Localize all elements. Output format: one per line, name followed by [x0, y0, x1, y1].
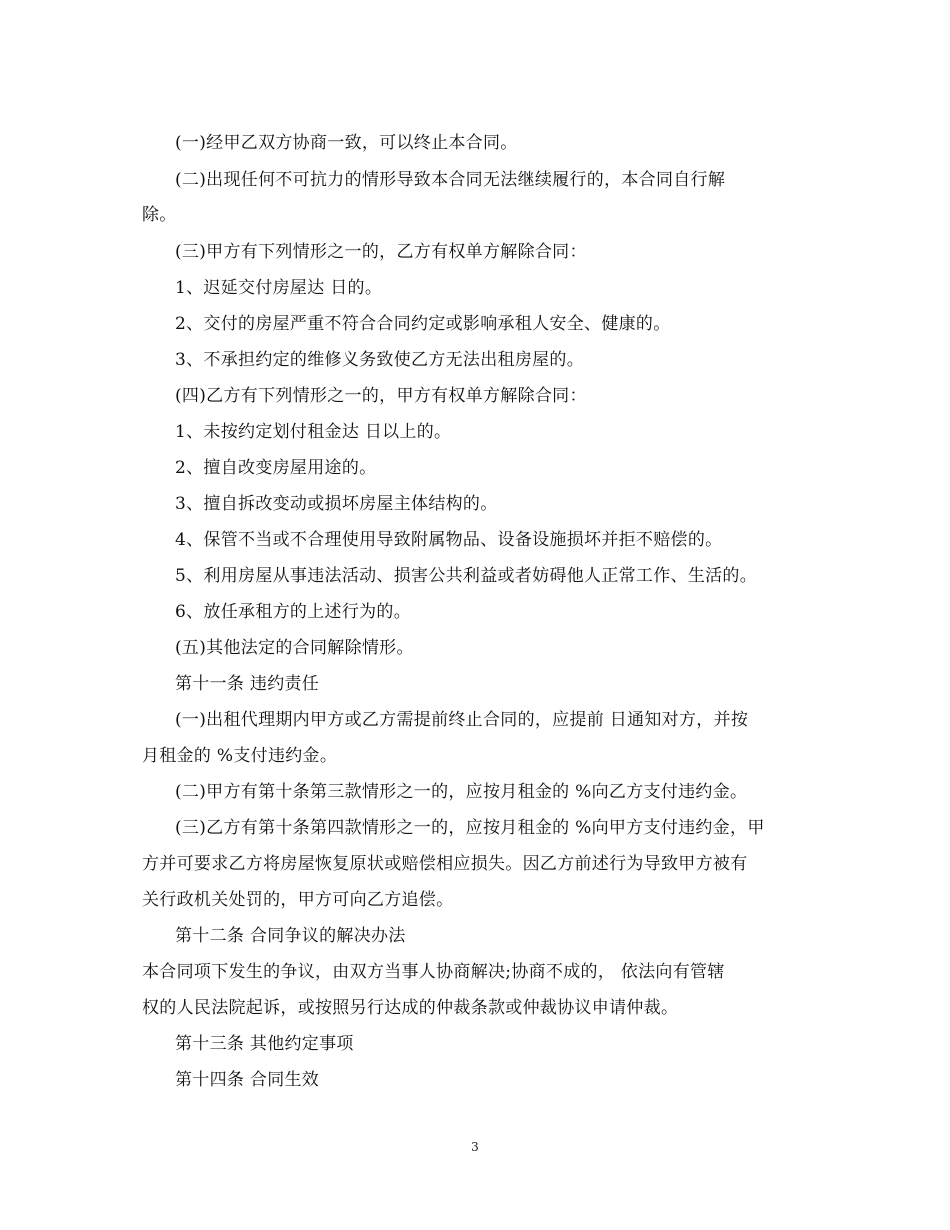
paragraph-line: 3、不承担约定的维修义务致使乙方无法出租房屋的。	[175, 350, 585, 370]
paragraph-line: (一)经甲乙双方协商一致，可以终止本合同。	[175, 133, 518, 153]
page-number: 3	[471, 1140, 479, 1154]
section-heading: 第十一条 违约责任	[175, 674, 320, 694]
paragraph-line: (一)出租代理期内甲方或乙方需提前终止合同的，应提前 日通知对方，并按	[175, 710, 749, 730]
paragraph-line: (五)其他法定的合同解除情形。	[175, 638, 414, 658]
paragraph-line: (二)出现任何不可抗力的情形导致本合同无法继续履行的，本合同自行解	[175, 170, 726, 190]
paragraph-line: 权的人民法院起诉，或按照另行达成的仲裁条款或仲裁协议申请仲裁。	[142, 998, 679, 1018]
paragraph-line: 2、交付的房屋严重不符合合同约定或影响承租人安全、健康的。	[175, 314, 671, 334]
paragraph-line: 1、未按约定划付租金达 日以上的。	[175, 422, 452, 442]
paragraph-line: (二)甲方有第十条第三款情形之一的，应按月租金的 %向乙方支付违约金。	[175, 782, 748, 802]
paragraph-line: 5、利用房屋从事违法活动、损害公共利益或者妨碍他人正常工作、生活的。	[175, 566, 758, 586]
paragraph-line: (三)乙方有第十条第四款情形之一的，应按月租金的 %向甲方支付违约金，甲	[175, 818, 765, 838]
paragraph-line: 2、擅自改变房屋用途的。	[175, 458, 377, 478]
paragraph-line: 3、擅自拆改变动或损坏房屋主体结构的。	[175, 494, 498, 514]
paragraph-line: 月租金的 %支付违约金。	[142, 746, 338, 766]
section-heading: 第十二条 合同争议的解决办法	[175, 926, 406, 946]
paragraph-line: 4、保管不当或不合理使用导致附属物品、设备设施损坏并拒不赔偿的。	[175, 530, 723, 550]
paragraph-line: 本合同项下发生的争议，由双方当事人协商解决;协商不成的， 依法向有管辖	[142, 962, 725, 982]
section-heading: 第十四条 合同生效	[175, 1070, 320, 1090]
paragraph-line: 1、迟延交付房屋达 日的。	[175, 278, 383, 298]
section-heading: 第十三条 其他约定事项	[175, 1034, 354, 1054]
paragraph-line: 6、放任承租方的上述行为的。	[175, 602, 412, 622]
paragraph-line: (三)甲方有下列情形之一的，乙方有权单方解除合同：	[175, 242, 587, 262]
paragraph-line: 方并可要求乙方将房屋恢复原状或赔偿相应损失。因乙方前述行为导致甲方被有	[142, 854, 748, 874]
paragraph-line: 关行政机关处罚的，甲方可向乙方追偿。	[142, 890, 454, 910]
paragraph-line: (四)乙方有下列情形之一的，甲方有权单方解除合同：	[175, 386, 587, 406]
paragraph-line: 除。	[142, 205, 177, 225]
